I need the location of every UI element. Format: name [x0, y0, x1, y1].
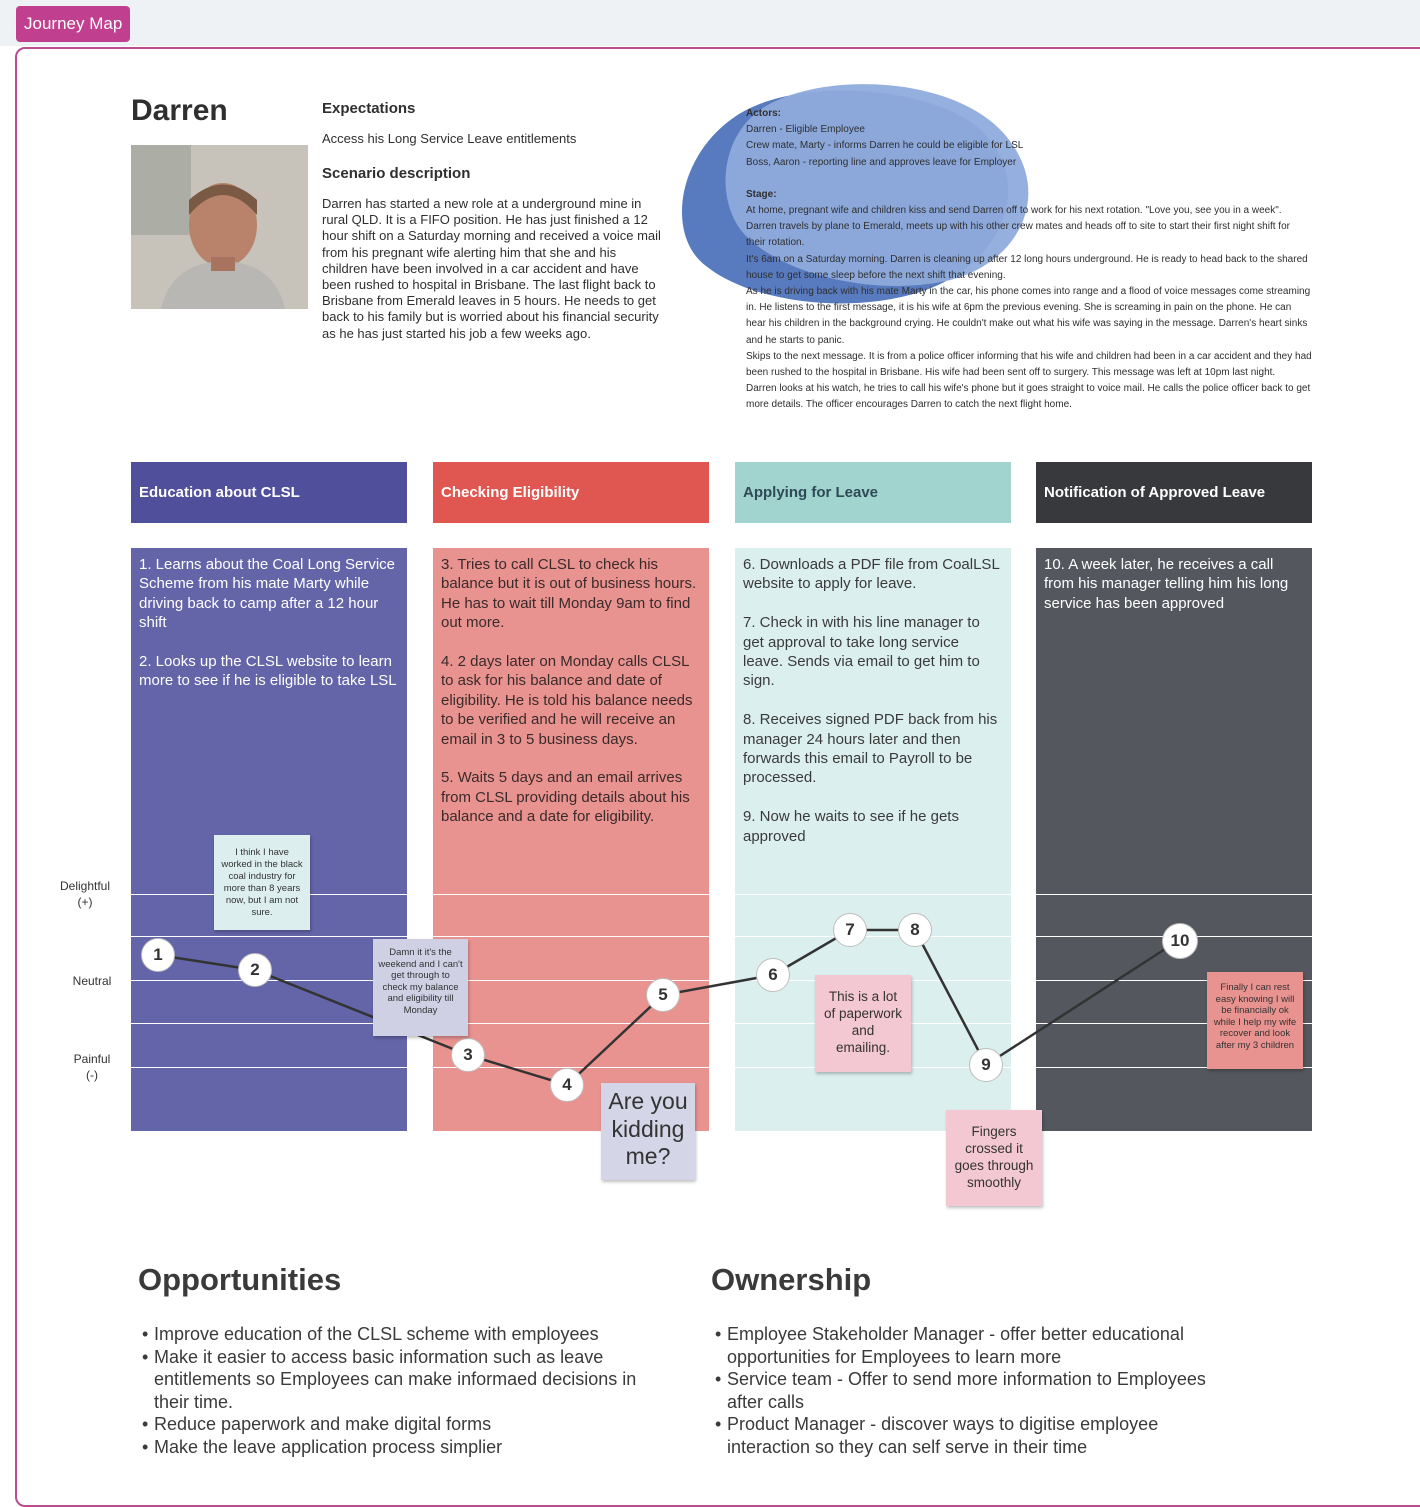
emotion-node-10[interactable]: 10: [1162, 923, 1198, 959]
emotion-node-1[interactable]: 1: [141, 938, 175, 972]
step-text: 7. Check in with his line manager to get approval to take long service leave. Sends via email to get him to sign.: [743, 614, 980, 690]
ownership-item: • Employee Stakeholder Manager - offer better educational opportunities for Employees to learn more: [715, 1323, 1215, 1368]
ownership-item: • Product Manager - discover ways to digitise employee interaction so they can self serve in their time: [715, 1413, 1215, 1458]
opportunity-item: • Make the leave application process simplier: [142, 1436, 642, 1459]
emotion-node-7[interactable]: 7: [833, 913, 867, 947]
ownership-title: Ownership: [711, 1262, 872, 1297]
stage-header-applying[interactable]: Applying for Leave: [735, 462, 1011, 523]
axis-label-painful: Painful (-): [73, 1052, 111, 1082]
expectations-heading: Expectations: [322, 100, 416, 117]
stage-header-education[interactable]: Education about CLSL: [131, 462, 407, 523]
sticky-note-quote-2[interactable]: Damn it it's the weekend and I can't get through to check my balance and eligibility till Monday: [373, 939, 468, 1036]
actor-item: Crew mate, Marty - informs Darren he could be eligible for LSL: [746, 140, 1024, 152]
emotion-node-3[interactable]: 3: [451, 1038, 485, 1072]
step-text: 3. Tries to call CLSL to check his balance but it is out of business hours. He has to wait till Monday 9am to find out more.: [441, 556, 697, 632]
stage-item: Darren travels by plane to Emerald, meets up with his other crew mates and heads off to site to start their first night shift for their rotation.: [746, 221, 1290, 249]
emotion-node-2[interactable]: 2: [238, 953, 272, 987]
axis-label-delightful: Delightful (+): [59, 879, 111, 909]
step-text: 8. Receives signed PDF back from his manager 24 hours later and then forwards this email to Payroll to be processed.: [743, 711, 998, 787]
persona-name: Darren: [131, 94, 228, 127]
stage-item: At home, pregnant wife and children kiss and send Darren off to work for his next rotation. "Love you, see you in a week".: [746, 205, 1282, 217]
stage-item: It's 6am on a Saturday morning. Darren is cleaning up after 12 long hours underground. He is ready to head back to the shared house to get some sleep before the next shift that evening.: [746, 253, 1308, 281]
step-text: 5. Waits 5 days and an email arrives from CLSL providing details about his balance and a date for eligibility.: [441, 769, 690, 826]
stage-item: As he is driving back with his mate Marty in the car, his phone comes into range and a flood of voice messages come streaming in. He listens to the first message, it is his wife at 6pm the previous evening. She is screaming in pain on the phone. He can hear his children in the background crying. He couldn't make out what his wife was saying in the message. Darren's heart sinks and he starts to panic.: [746, 286, 1311, 346]
stage-header-eligibility[interactable]: Checking Eligibility: [433, 462, 709, 523]
actor-item: Darren - Eligible Employee: [746, 124, 865, 136]
emotion-node-5[interactable]: 5: [646, 978, 680, 1012]
stage-item: Darren looks at his watch, he tries to call his wife's phone but it goes straight to voice mail. He calls the police officer back to get more details. The officer encourages Darren to catch the next flight home.: [746, 383, 1311, 411]
step-text: 6. Downloads a PDF file from CoalLSL website to apply for leave.: [743, 556, 1000, 593]
step-text: 4. 2 days later on Monday calls CLSL to ask for his balance and date of eligibility. He is told his balance needs to be verified and he will receive an email in 3 to 5 business days.: [441, 653, 693, 748]
stage-item: Skips to the next message. It is from a police officer informing that his wife and children had been in a car accident and they had been rushed to the hospital in Brisbane. His wife had been sent off to surgery. This message was left at 10pm last night.: [746, 350, 1312, 379]
opportunities-list: [142, 1323, 642, 1459]
actor-item: Boss, Aaron - reporting line and approves leave for Employer: [746, 156, 1017, 168]
emotion-node-6[interactable]: 6: [756, 958, 790, 992]
scenario-text: Darren has started a new role at a underground mine in rural QLD. It is a FIFO position. He has just finished a 12 hour shift on a Saturday morning and received a voice mail from his pregnant wife alerting him that she and his children have been involved in a car accident and have been rushed to hospital in Brisbane. The last flight back to Brisbane from Emerald leaves in 5 hours. He needs to get back to his family but is worried about his financial security as he has just started his job a few weeks ago.: [322, 196, 661, 341]
sticky-note-quote-1[interactable]: I think I have worked in the black coal industry for more than 8 years now, but I am not sure.: [214, 835, 310, 930]
sticky-note-quote-5[interactable]: Fingers crossed it goes through smoothly: [946, 1110, 1042, 1206]
stage-heading: Stage:: [746, 188, 777, 200]
scenario-heading: Scenario description: [322, 165, 471, 182]
sticky-note-quote-3[interactable]: Are you kidding me?: [601, 1083, 695, 1180]
emotion-node-4[interactable]: 4: [550, 1068, 584, 1102]
stage-header-notification[interactable]: Notification of Approved Leave: [1036, 462, 1312, 523]
actors-heading: Actors:: [746, 108, 782, 119]
step-text: 2. Looks up the CLSL website to learn more to see if he is eligible to take LSL: [139, 653, 397, 690]
opportunity-item: • Improve education of the CLSL scheme with employees: [142, 1323, 642, 1346]
sticky-note-quote-6[interactable]: Finally I can rest easy knowing I will be financially ok while I help my wife recover and look after my 3 children: [1207, 972, 1303, 1069]
ownership-item: • Service team - Offer to send more information to Employees after calls: [715, 1368, 1215, 1413]
step-text: 1. Learns about the Coal Long Service Scheme from his mate Marty while driving back to camp after a 12 hour shift: [139, 556, 396, 632]
opportunities-title: Opportunities: [138, 1262, 342, 1297]
emotion-node-9[interactable]: 9: [969, 1048, 1003, 1082]
step-text: 9. Now he waits to see if he gets approved: [743, 808, 959, 845]
expectations-text: Access his Long Service Leave entitlements: [322, 131, 577, 146]
sticky-note-quote-4[interactable]: This is a lot of paperwork and emailing.: [815, 975, 911, 1072]
opportunity-item: • Make it easier to access basic information such as leave entitlements so Employees can make informaed decisions in their time.: [142, 1346, 642, 1414]
step-text: 10. A week later, he receives a call from his manager telling him his long service has been approved: [1044, 556, 1289, 612]
axis-label-neutral: Neutral: [72, 974, 112, 988]
journey-map-tab[interactable]: Journey Map: [16, 6, 130, 42]
ownership-list: [715, 1323, 1215, 1459]
emotion-node-8[interactable]: 8: [898, 913, 932, 947]
opportunity-item: • Reduce paperwork and make digital forms: [142, 1413, 642, 1436]
